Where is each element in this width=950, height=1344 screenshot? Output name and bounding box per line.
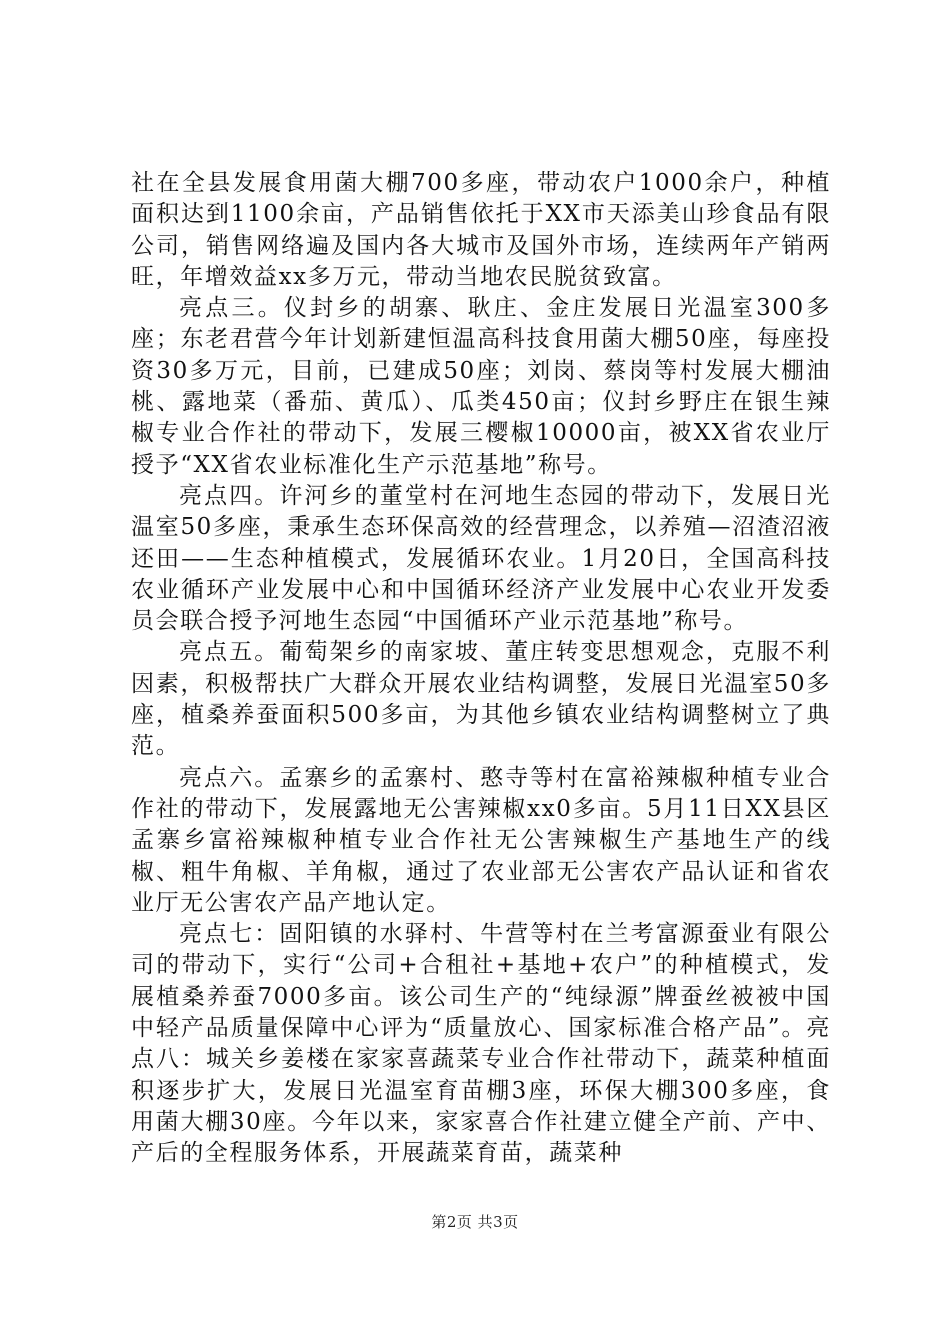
paragraph-highlight-4: 亮点四。许河乡的董堂村在河地生态园的带动下，发展日光温室50多座，秉承生态环保高效的经营理念，以养殖—沼渣沼液还田——生态种植模式，发展循环农业。1月20日，全国高科技农业循环产业发展中心和中国循环经济产业发展中心农业开发委员会联合授予河地生态园“中国循环产业示范基地”称号。 xyxy=(131,482,831,635)
document-body xyxy=(131,168,831,1170)
paragraph-highlight-7-8: 亮点七：固阳镇的水驿村、牛营等村在兰考富源蚕业有限公司的带动下，实行“公司+合租社+基地+农户”的种植模式，发展植桑养蚕7000多亩。该公司生产的“纯绿源”牌蚕丝被被中国中轻产品质量保障中心评为“质量放心、国家标准合格产品”。亮点八：城关乡姜楼在家家喜蔬菜专业合作社带动下，蔬菜种植面积逐步扩大，发展日光温室育苗棚3座，环保大棚300多座，食用菌大棚30座。今年以来，家家喜合作社建立健全产前、产中、产后的全程服务体系，开展蔬菜育苗，蔬菜种 xyxy=(131,921,831,1167)
paragraph-highlight-3: 亮点三。仪封乡的胡寨、耿庄、金庄发展日光温室300多座；东老君营今年计划新建恒温高科技食用菌大棚50座，每座投资30多万元，目前，已建成50座；刘岗、蔡岗等村发展大棚油桃、露地菜（番茄、黄瓜）、瓜类450亩；仪封乡野庄在银生辣椒专业合作社的带动下，发展三樱椒10000亩，被XX省农业厅授予“XX省农业标准化生产示范基地”称号。 xyxy=(131,295,831,478)
paragraph-highlight-5: 亮点五。葡萄架乡的南家坡、董庄转变思想观念，克服不利因素，积极帮扶广大群众开展农业结构调整，发展日光温室50多座，植桑养蚕面积500多亩，为其他乡镇农业结构调整树立了典范。 xyxy=(131,639,831,760)
paragraph-continuation: 社在全县发展食用菌大棚700多座，带动农户1000余户，种植面积达到1100余亩，产品销售依托于XX市天添美山珍食品有限公司，销售网络遍及国内各大城市及国外市场，连续两年产销两旺，年增效益xx多万元，带动当地农民脱贫致富。 xyxy=(131,170,831,290)
page-number-footer: 第2页 共3页 xyxy=(431,1213,519,1231)
paragraph-highlight-6: 亮点六。孟寨乡的孟寨村、憨寺等村在富裕辣椒种植专业合作社的带动下，发展露地无公害辣椒xx0多亩。5月11日XX县区孟寨乡富裕辣椒种植专业合作社无公害辣椒生产基地生产的线椒、粗牛角椒、羊角椒，通过了农业部无公害农产品认证和省农业厅无公害农产品产地认定。 xyxy=(131,764,831,916)
